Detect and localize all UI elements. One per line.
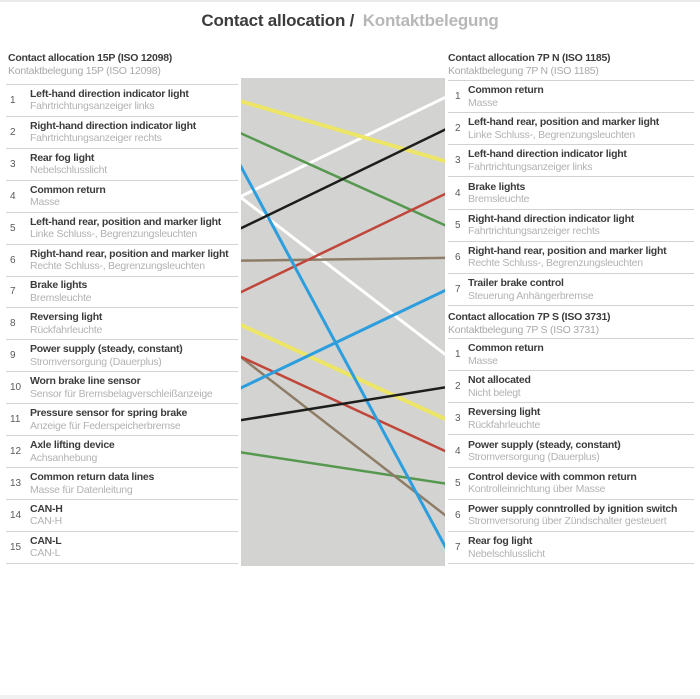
pin-label-en: Right-hand rear, position and marker light — [30, 247, 229, 260]
pin-label-de: Stromversorgung (Dauerplus) — [30, 355, 162, 368]
right-7pn-row-1 — [448, 81, 694, 113]
left-15p-row-11 — [6, 404, 238, 436]
page-top-border — [0, 0, 700, 2]
page-bottom-border — [0, 695, 700, 699]
pin-labels — [30, 88, 189, 113]
page-title-en: Contact allocation / — [201, 11, 355, 30]
pin-labels — [468, 439, 621, 464]
pin-label-de: Nicht belegt — [468, 386, 521, 399]
pin-label-en: Common return — [468, 84, 544, 97]
pin-label-en: Worn brake line sensor — [30, 375, 141, 388]
pin-label-en: Common return data lines — [30, 471, 155, 484]
left-15p-row-1 — [6, 85, 238, 117]
pin-labels — [30, 535, 61, 560]
pin-label-de: Anzeige für Federspeicherbremse — [30, 419, 181, 432]
pin-labels — [468, 277, 593, 302]
pin-number: 11 — [10, 414, 21, 426]
right-7ps-row-3 — [448, 403, 694, 435]
pin-label-de: Nebelschlusslicht — [468, 547, 545, 560]
pin-label-en: Right-hand direction indicator light — [30, 119, 196, 132]
pin-label-de: Masse — [468, 96, 498, 109]
pin-label-en: CAN-H — [30, 502, 63, 515]
left-15p-row-7 — [6, 277, 238, 309]
pin-label-de: Linke Schluss-, Begrenzungsleuchten — [30, 228, 197, 241]
right-7pn-row-5 — [448, 210, 694, 242]
pin-number: 2 — [455, 123, 461, 135]
pin-label-de: Rückfahrleuchte — [30, 323, 103, 336]
pin-label-de: Fahrtrichtungsanzeiger rechts — [30, 132, 162, 145]
left-15p-row-10 — [6, 372, 238, 404]
pin-labels — [468, 374, 531, 399]
pin-label-de: Masse — [468, 354, 498, 367]
wire-brown-15p6-to-n6 — [241, 258, 445, 261]
pin-number: 3 — [455, 155, 461, 167]
left-15p-row-15 — [6, 532, 238, 564]
left-pin-table — [6, 84, 238, 564]
pin-number: 10 — [10, 382, 22, 394]
pin-labels — [468, 116, 659, 141]
pin-number: 3 — [10, 158, 16, 170]
pin-labels — [30, 343, 183, 368]
pin-number: 1 — [455, 91, 461, 103]
pin-label-en: Rear fog light — [468, 535, 533, 548]
pin-labels — [30, 439, 115, 464]
pin-label-en: Left-hand rear, position and marker light — [30, 215, 222, 228]
left-table-header-en: Contact allocation 15P (ISO 12098) — [8, 52, 173, 64]
pin-number: 13 — [10, 478, 22, 490]
pin-number: 7 — [455, 284, 461, 296]
pin-number: 5 — [455, 477, 461, 489]
right-pin-table-7ps — [448, 338, 694, 564]
left-15p-row-3 — [6, 149, 238, 181]
right-7pn-row-2 — [448, 113, 694, 145]
pin-label-en: Rear fog light — [30, 151, 95, 164]
right-7pn-row-3 — [448, 145, 694, 177]
wire-black-15p5-to-n2 — [241, 129, 445, 229]
pin-label-de: Steuerung Anhängerbremse — [468, 289, 594, 302]
pin-number: 7 — [455, 542, 461, 554]
pin-labels — [30, 407, 187, 432]
pin-label-en: Left-hand direction indicator light — [30, 87, 189, 100]
pin-label-de: Masse für Datenleitung — [30, 483, 133, 496]
pin-number: 4 — [455, 445, 461, 457]
pin-label-en: Reversing light — [468, 406, 541, 419]
left-table-header-de: Kontaktbelegung 15P (ISO 12098) — [8, 65, 161, 77]
page-title — [0, 11, 700, 31]
pin-labels — [30, 120, 196, 145]
pin-label-de: Rechte Schluss-, Begrenzungsleuchten — [30, 260, 205, 273]
wire-yellow-15p1-to-n3 — [241, 101, 445, 161]
right-7ps-row-7 — [448, 532, 694, 564]
wire-green-15p12-to-s5 — [241, 452, 445, 483]
right-7pn-row-4 — [448, 177, 694, 209]
pin-labels — [30, 375, 213, 400]
pin-labels — [468, 148, 627, 173]
right-table-n-header-de: Kontaktbelegung 7P N (ISO 1185) — [448, 65, 599, 77]
pin-label-de: Bremsleuchte — [468, 193, 530, 206]
pin-label-de: Achsanhebung — [30, 451, 98, 464]
left-15p-row-12 — [6, 436, 238, 468]
pin-label-de: Linke Schluss-, Begrenzungsleuchten — [468, 128, 635, 141]
pin-label-de: Bremsleuchte — [30, 291, 92, 304]
left-15p-row-5 — [6, 213, 238, 245]
pin-number: 15 — [10, 541, 22, 553]
pin-label-en: Power supply (steady, constant) — [468, 438, 621, 451]
right-table-s-header-de: Kontaktbelegung 7P S (ISO 3731) — [448, 324, 599, 336]
pin-number: 8 — [10, 318, 16, 330]
pin-label-en: Right-hand rear, position and marker light — [468, 244, 667, 257]
pin-number: 12 — [10, 446, 22, 458]
right-pin-table-7pn — [448, 80, 694, 306]
pin-label-de: Sensor für Bremsbelagverschleißanzeige — [30, 387, 213, 400]
pin-labels — [468, 84, 544, 109]
right-table-n-header — [448, 52, 610, 78]
pin-label-en: Right-hand direction indicator light — [468, 212, 634, 225]
pin-label-de: Fahrtrichtungsanzeiger rechts — [468, 225, 600, 238]
pin-label-en: Trailer brake control — [468, 277, 564, 290]
right-7pn-row-6 — [448, 242, 694, 274]
right-7ps-row-2 — [448, 371, 694, 403]
left-15p-row-9 — [6, 340, 238, 372]
right-table-s-header-en: Contact allocation 7P S (ISO 3731) — [448, 311, 611, 323]
pin-number: 14 — [10, 509, 22, 521]
left-15p-row-8 — [6, 308, 238, 340]
left-15p-row-2 — [6, 117, 238, 149]
pin-label-de: Stromversorgung (Dauerplus) — [468, 451, 600, 464]
pin-label-en: Common return — [468, 342, 544, 355]
wiring-diagram-panel — [241, 78, 445, 566]
pin-number: 6 — [10, 254, 16, 266]
left-15p-row-14 — [6, 500, 238, 532]
pin-number: 6 — [455, 251, 461, 263]
pin-label-de: Rückfahrleuchte — [468, 418, 541, 431]
pin-label-en: Left-hand direction indicator light — [468, 148, 627, 161]
pin-number: 6 — [455, 509, 461, 521]
pin-labels — [468, 213, 634, 238]
pin-label-en: Axle lifting device — [30, 439, 115, 452]
pin-number: 2 — [10, 126, 16, 138]
pin-label-en: Power supply (steady, constant) — [30, 343, 183, 356]
pin-number: 7 — [10, 286, 16, 298]
right-table-n-header-en: Contact allocation 7P N (ISO 1185) — [448, 52, 611, 64]
pin-label-en: Left-hand rear, position and marker light — [468, 116, 660, 129]
left-15p-row-6 — [6, 245, 238, 277]
pin-number: 1 — [455, 349, 461, 361]
pin-labels — [30, 503, 63, 528]
pin-labels — [468, 471, 637, 496]
pin-labels — [30, 216, 221, 241]
left-table-header — [8, 52, 172, 78]
pin-label-de: Rechte Schluss-, Begrenzungsleuchten — [468, 257, 643, 270]
pin-labels — [468, 342, 544, 367]
pin-label-de: Masse — [30, 196, 60, 209]
pin-number: 1 — [10, 94, 16, 106]
pin-number: 4 — [10, 190, 16, 202]
pin-label-en: CAN-L — [30, 534, 62, 547]
pin-label-de: Kontrolleinrichtung über Masse — [468, 483, 606, 496]
pin-number: 9 — [10, 350, 16, 362]
pin-labels — [30, 184, 106, 209]
right-7ps-row-1 — [448, 339, 694, 371]
pin-labels — [30, 471, 154, 496]
pin-label-de: CAN-H — [30, 515, 62, 528]
right-7pn-row-7 — [448, 274, 694, 306]
pin-labels — [468, 535, 545, 560]
pin-labels — [30, 248, 228, 273]
pin-label-en: Brake lights — [30, 279, 88, 292]
pin-label-en: Reversing light — [30, 311, 103, 324]
pin-label-de: Fahrtrichtungsanzeiger links — [468, 160, 593, 173]
pin-number: 3 — [455, 413, 461, 425]
pin-label-en: Pressure sensor for spring brake — [30, 407, 188, 420]
page-title-de: Kontaktbelegung — [362, 11, 499, 30]
pin-number: 5 — [10, 222, 16, 234]
right-7ps-row-4 — [448, 435, 694, 467]
pin-label-en: Power supply conntrolled by ignition switch — [468, 502, 678, 515]
pin-label-de: CAN-L — [30, 547, 61, 560]
pin-number: 4 — [455, 187, 461, 199]
pin-label-de: Fahrtrichtungsanzeiger links — [30, 100, 155, 113]
pin-number: 5 — [455, 219, 461, 231]
pin-labels — [468, 245, 666, 270]
right-7ps-row-5 — [448, 468, 694, 500]
pin-labels — [468, 503, 677, 528]
right-table-s-header — [448, 311, 610, 337]
pin-labels — [468, 181, 529, 206]
pin-number: 2 — [455, 381, 461, 393]
pin-label-en: Control device with common return — [468, 470, 637, 483]
pin-labels — [30, 311, 102, 336]
pin-label-en: Brake lights — [468, 180, 526, 193]
wire-blue-15p3-to-s7 — [241, 165, 445, 548]
pin-label-en: Common return — [30, 183, 106, 196]
right-7ps-row-6 — [448, 500, 694, 532]
pin-labels — [30, 152, 107, 177]
pin-labels — [468, 406, 540, 431]
left-15p-row-13 — [6, 468, 238, 500]
pin-label-en: Not allocated — [468, 374, 531, 387]
pin-label-de: Stromversorung über Zündschalter gesteuert — [468, 515, 667, 528]
left-15p-row-4 — [6, 181, 238, 213]
pin-label-de: Nebelschlusslicht — [30, 164, 107, 177]
pin-labels — [30, 279, 91, 304]
